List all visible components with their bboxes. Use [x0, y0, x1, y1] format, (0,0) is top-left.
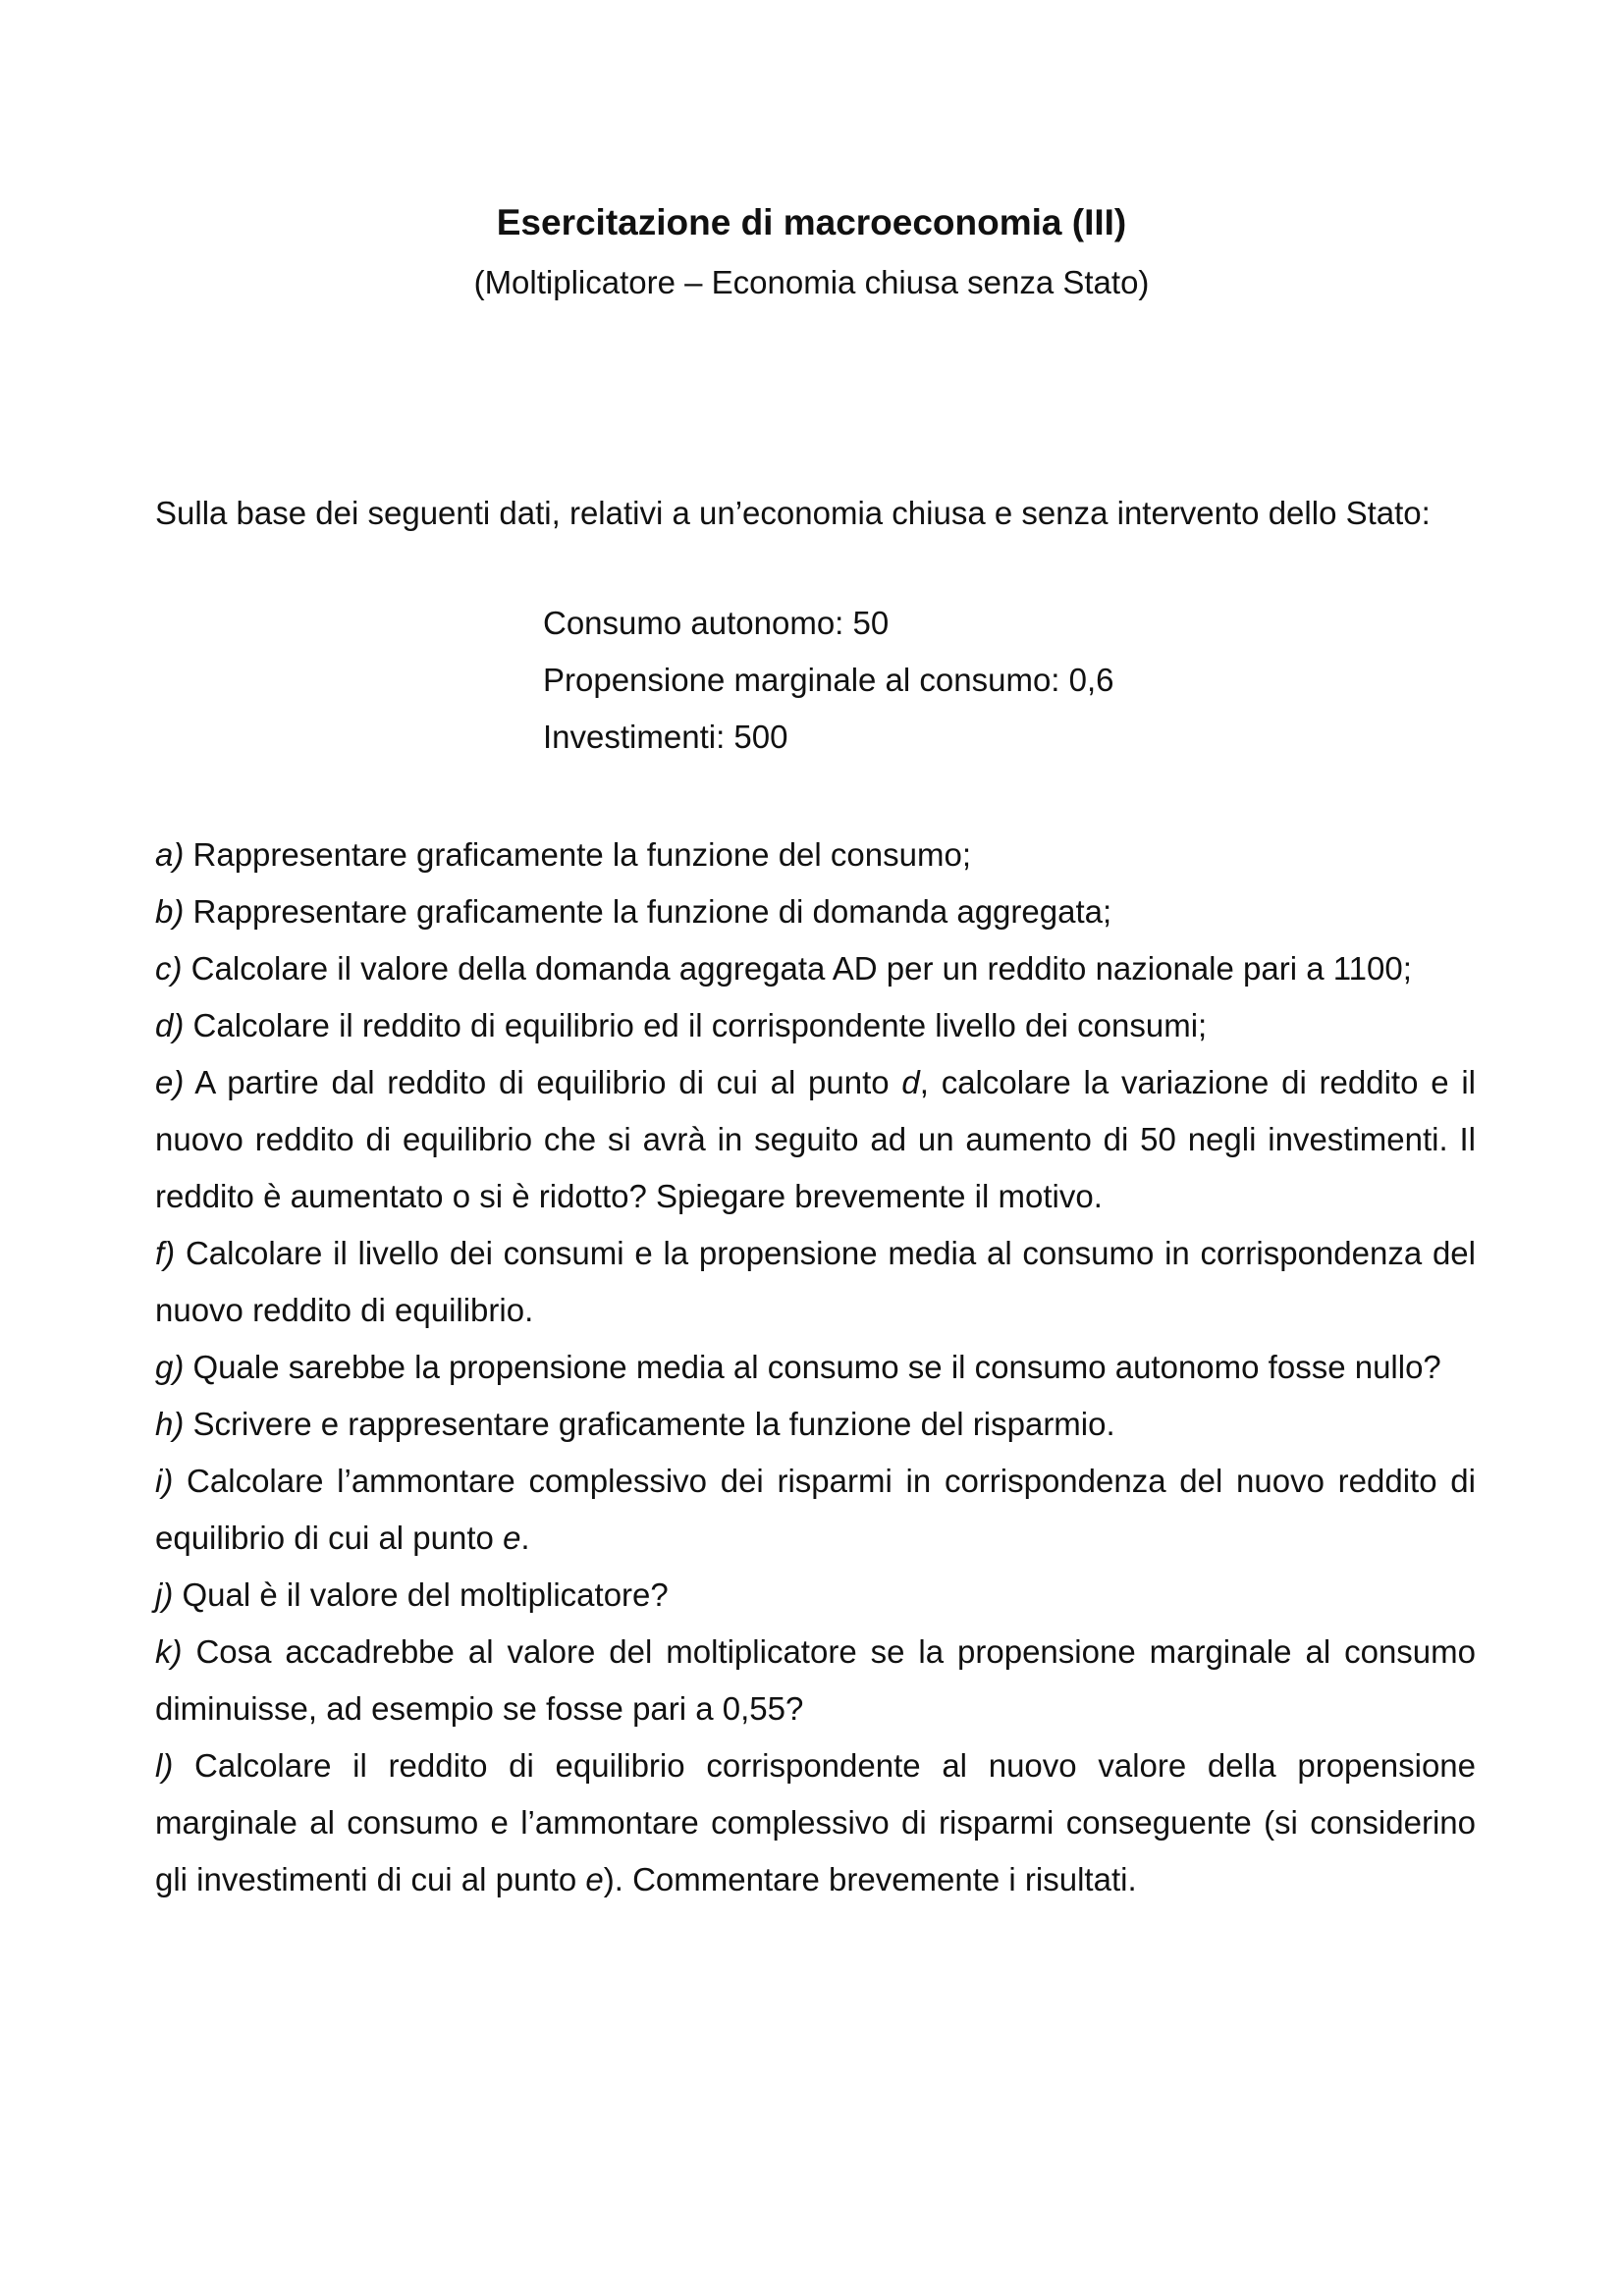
- data-item: Consumo autonomo: 50: [543, 605, 890, 641]
- question-text: Quale sarebbe la propensione media al consumo se il consumo autonomo fosse nullo?: [192, 1349, 1441, 1385]
- question-f: [155, 1225, 1476, 1339]
- data-item: Investimenti: 500: [543, 719, 788, 755]
- question-label: g): [155, 1349, 185, 1385]
- intro-paragraph: Sulla base dei seguenti dati, relativi a un’economia chiusa e senza intervento dello Stato:: [155, 495, 1431, 531]
- data-list: [543, 601, 1114, 772]
- question-k: [155, 1624, 1476, 1737]
- question-text: Calcolare il reddito di equilibrio corrispondente al nuovo valore della propensione marginale al consumo e l’ammontare complessivo di risparmi conseguente (si considerino gli investimenti di cui al punto: [155, 1747, 1477, 1897]
- question-label: f): [155, 1235, 176, 1271]
- question-label: a): [155, 836, 185, 873]
- question-list: [155, 827, 1476, 1908]
- question-ref: e: [585, 1861, 604, 1897]
- question-ref: e: [503, 1520, 521, 1556]
- question-text: Calcolare l’ammontare complessivo dei risparmi in corrispondenza del nuovo reddito di equilibrio di cui al punto: [155, 1463, 1476, 1556]
- question-text: Qual è il valore del moltiplicatore?: [182, 1576, 669, 1613]
- question-label: c): [155, 950, 183, 987]
- question-j: [155, 1567, 1476, 1624]
- question-text: Calcolare il valore della domanda aggregata AD per un reddito nazionale pari a 1100;: [190, 950, 1412, 987]
- question-label: h): [155, 1406, 185, 1442]
- question-a: [155, 827, 1476, 883]
- question-l: [155, 1737, 1476, 1908]
- question-c: [155, 940, 1476, 997]
- question-ref: d: [901, 1064, 920, 1100]
- question-text: A partire dal reddito di equilibrio di cui al punto: [194, 1064, 902, 1100]
- question-text: ). Commentare brevemente i risultati.: [603, 1861, 1137, 1897]
- document-title: Esercitazione di macroeconomia (III): [496, 202, 1127, 242]
- question-text: Scrivere e rappresentare graficamente la funzione del risparmio.: [192, 1406, 1115, 1442]
- question-label: k): [155, 1633, 183, 1670]
- question-label: l): [155, 1747, 174, 1784]
- question-label: j): [155, 1576, 174, 1613]
- question-d: [155, 997, 1476, 1054]
- question-label: e): [155, 1064, 185, 1100]
- question-text: , calcolare la variazione di reddito e il nuovo reddito di equilibrio che si avrà in seguito ad un aumento di 50 negli investimenti. Il reddito è aumentato o si è ridotto? Spiegare brevemente il motivo.: [155, 1064, 1476, 1214]
- question-text: Rappresentare graficamente la funzione di domanda aggregata;: [192, 893, 1112, 930]
- question-text: Calcolare il livello dei consumi e la propensione media al consumo in corrispondenza del nuovo reddito di equilibrio.: [155, 1235, 1476, 1328]
- question-b: [155, 883, 1476, 940]
- question-label: i): [155, 1463, 174, 1499]
- question-text: Rappresentare graficamente la funzione del consumo;: [192, 836, 971, 873]
- question-g: [155, 1339, 1476, 1396]
- question-text: Calcolare il reddito di equilibrio ed il corrispondente livello dei consumi;: [192, 1007, 1208, 1043]
- question-label: b): [155, 893, 185, 930]
- question-e: [155, 1054, 1476, 1225]
- data-item: Propensione marginale al consumo: 0,6: [543, 662, 1114, 698]
- question-h: [155, 1396, 1476, 1453]
- document-subtitle: (Moltiplicatore – Economia chiusa senza Stato): [473, 264, 1150, 300]
- question-text: Cosa accadrebbe al valore del moltiplicatore se la propensione marginale al consumo diminuisse, ad esempio se fosse pari a 0,55?: [155, 1633, 1476, 1727]
- question-i: [155, 1453, 1476, 1567]
- question-text: .: [520, 1520, 530, 1556]
- question-label: d): [155, 1007, 185, 1043]
